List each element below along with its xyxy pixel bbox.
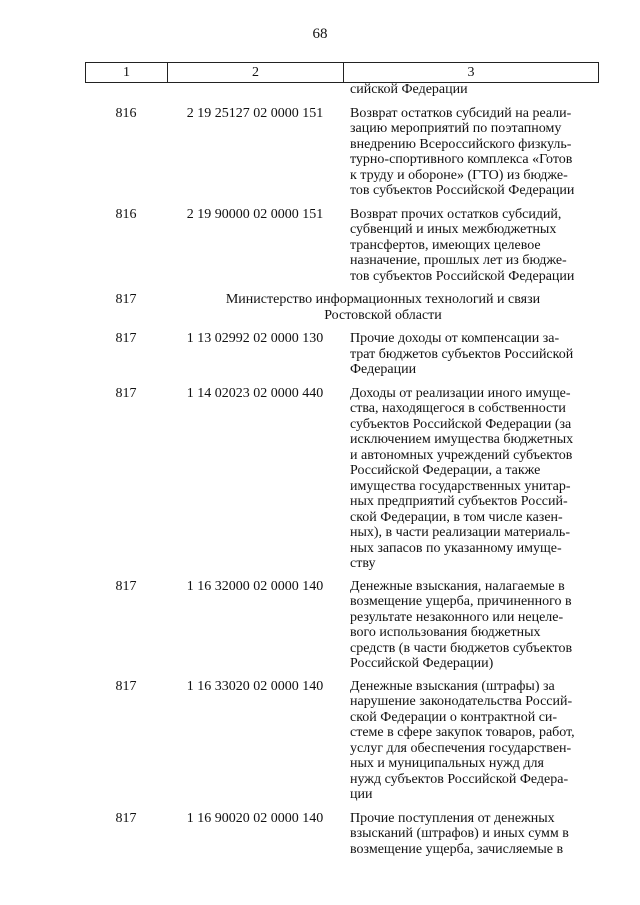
budget-code-cell: 1 16 33020 02 0000 140 bbox=[186, 678, 324, 694]
budget-code-cell: 2 19 25127 02 0000 151 bbox=[186, 105, 324, 121]
column-header-2: 2 bbox=[168, 63, 344, 82]
budget-code-cell: 2 19 90000 02 0000 151 bbox=[186, 206, 324, 222]
description-line: нарушение законодательства Россий- bbox=[350, 694, 573, 709]
description-line: исключением имущества бюджетных bbox=[350, 432, 574, 447]
description-line: Денежные взыскания, налагаемые в bbox=[350, 578, 565, 594]
description-line: Российской Федерации) bbox=[350, 656, 494, 671]
description-cell bbox=[343, 207, 599, 285]
description-line: стеме в сфере закупок товаров, работ, bbox=[350, 725, 575, 740]
table-row bbox=[85, 679, 599, 803]
description-line: возмещение ущерба, зачисляемые в bbox=[350, 841, 564, 857]
description-line: ской Федерации о контрактной си- bbox=[350, 709, 558, 725]
description-line: субъектов Российской Федерации (за bbox=[350, 416, 572, 432]
description-line: нужд субъектов Российской Федера- bbox=[350, 771, 569, 787]
description-line: тов субъектов Российской Федерации bbox=[350, 268, 575, 284]
description-line: Возврат остатков субсидий на реали- bbox=[350, 105, 572, 121]
description-line: ных предприятий субъектов Россий- bbox=[350, 494, 568, 509]
description-line: средств (в части бюджетов субъектов bbox=[350, 640, 573, 656]
description-line: результате незаконного или нецеле- bbox=[350, 609, 564, 625]
description-cell bbox=[343, 386, 599, 572]
description-line: трат бюджетов субъектов Российской bbox=[350, 346, 574, 362]
admin-code-cell: 817 bbox=[115, 578, 137, 594]
description-cell bbox=[343, 811, 599, 858]
description-line: ных запасов по указанному имуще- bbox=[350, 540, 562, 556]
description-line: взысканий (штрафов) и иных сумм в bbox=[350, 826, 569, 841]
table-row bbox=[85, 207, 599, 285]
admin-code-cell: 817 bbox=[115, 331, 137, 346]
description-line: возмещение ущерба, причиненного в bbox=[350, 594, 572, 609]
table-row bbox=[85, 579, 599, 672]
description-line: Денежные взыскания (штрафы) за bbox=[350, 678, 555, 694]
admin-code-cell: 817 bbox=[115, 678, 137, 694]
description-line: ции bbox=[350, 787, 373, 802]
description-line: ству bbox=[350, 556, 376, 571]
table-row bbox=[85, 331, 599, 378]
continuation-row bbox=[85, 82, 599, 98]
description-line: ных), в части реализации материаль- bbox=[350, 525, 570, 540]
description-line: сийской Федерации bbox=[350, 82, 468, 97]
description-line: Российской Федерации, а также bbox=[350, 463, 541, 478]
description-cell bbox=[343, 106, 599, 199]
admin-code-cell: 816 bbox=[115, 206, 137, 222]
admin-code-cell: 816 bbox=[115, 105, 137, 121]
table-body bbox=[85, 82, 599, 857]
section-title-line: Министерство информационных технологий и связи bbox=[225, 292, 541, 307]
description-line: имущества государственных унитар- bbox=[350, 478, 571, 494]
section-row bbox=[85, 292, 599, 323]
column-header-3: 3 bbox=[467, 64, 475, 80]
table-row bbox=[85, 106, 599, 199]
description-line: турно-спортивного комплекса «Готов bbox=[350, 152, 573, 167]
description-line: ства, находящегося в собственности bbox=[350, 401, 566, 416]
description-line: субвенций и иных межбюджетных bbox=[350, 222, 557, 237]
description-line: вого использования бюджетных bbox=[350, 625, 541, 640]
description-line: ской Федерации, в том числе казен- bbox=[350, 509, 563, 525]
description-line: к труду и обороне» (ГТО) из бюдже- bbox=[350, 167, 568, 183]
description-cell bbox=[343, 331, 599, 378]
description-line: тов субъектов Российской Федерации bbox=[350, 183, 575, 198]
budget-code-cell: 1 14 02023 02 0000 440 bbox=[186, 385, 324, 401]
budget-code-cell: 1 13 02992 02 0000 130 bbox=[186, 331, 324, 346]
page-number: 68 bbox=[312, 26, 328, 42]
section-title-line: Ростовской области bbox=[324, 307, 442, 323]
description-line: трансфертов, имеющих целевое bbox=[350, 237, 541, 253]
description-cell bbox=[343, 579, 599, 672]
description-line: зацию мероприятий по поэтапному bbox=[350, 121, 562, 136]
description-line: Федерации bbox=[350, 362, 417, 377]
description-line: назначение, прошлых лет из бюдже- bbox=[350, 253, 567, 268]
budget-code-cell bbox=[167, 82, 343, 98]
description-line: Возврат прочих остатков субсидий, bbox=[350, 206, 562, 222]
description-line: Прочие поступления от денежных bbox=[350, 810, 555, 826]
admin-code-cell: 817 bbox=[115, 385, 137, 401]
description-cell bbox=[343, 679, 599, 803]
admin-code-cell: 817 bbox=[115, 810, 137, 826]
table-header bbox=[85, 62, 599, 83]
description-line: и автономных учреждений субъектов bbox=[350, 447, 573, 463]
column-header-1: 1 bbox=[86, 63, 168, 82]
budget-code-cell: 1 16 32000 02 0000 140 bbox=[186, 578, 324, 594]
description-cell bbox=[343, 82, 599, 98]
admin-code-cell: 817 bbox=[115, 292, 137, 307]
description-line: услуг для обеспечения государствен- bbox=[350, 740, 572, 756]
table-row bbox=[85, 811, 599, 858]
admin-code-cell bbox=[85, 82, 167, 98]
description-line: ных и муниципальных нужд для bbox=[350, 756, 544, 771]
description-line: внедрению Всероссийского физкуль- bbox=[350, 136, 572, 152]
table-row bbox=[85, 386, 599, 572]
budget-code-cell: 1 16 90020 02 0000 140 bbox=[186, 810, 324, 826]
description-line: Прочие доходы от компенсации за- bbox=[350, 331, 560, 346]
description-line: Доходы от реализации иного имуще- bbox=[350, 385, 571, 401]
